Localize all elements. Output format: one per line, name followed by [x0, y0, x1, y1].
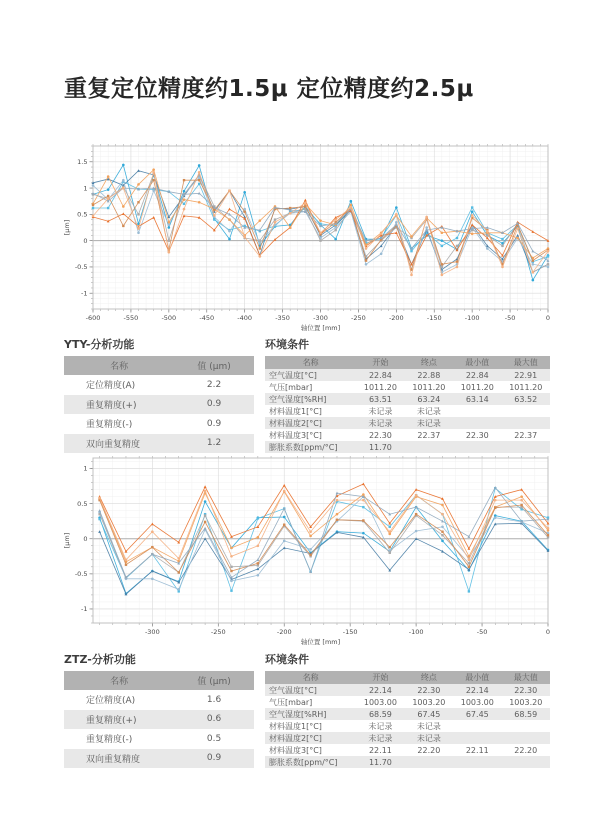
row-label-cell: 材料温度1[°C]: [265, 405, 356, 417]
env-section-title: 环境条件: [265, 653, 309, 666]
yty-analysis-block: [64, 336, 254, 453]
row-label-cell: 材料温度2[°C]: [265, 732, 356, 744]
svg-text:-300: -300: [313, 314, 328, 322]
value-cell: 22.20: [405, 744, 453, 756]
value-cell: 未记录: [405, 405, 453, 417]
value-cell: 1003.20: [502, 696, 550, 708]
column-header: 最大值: [502, 356, 550, 369]
row-label-cell: 气压[mbar]: [265, 696, 356, 708]
column-header: 值 (μm): [174, 356, 254, 375]
column-header: 值 (μm): [174, 671, 254, 690]
value-cell: 68.59: [356, 708, 404, 720]
row-label-cell: 膨胀系数[ppm/°C]: [265, 441, 356, 453]
value-cell: 63.51: [356, 393, 404, 405]
svg-text:-550: -550: [123, 314, 139, 322]
column-header: 最小值: [453, 356, 501, 369]
svg-text:-150: -150: [426, 314, 442, 322]
table-row: [265, 696, 550, 708]
svg-text:0.5: 0.5: [77, 210, 88, 219]
row-label-cell: 重复精度(-): [64, 414, 174, 434]
value-cell: 22.14: [356, 684, 404, 696]
table-row: [265, 393, 550, 405]
svg-text:-300: -300: [144, 628, 160, 636]
value-cell: 63.52: [502, 393, 550, 405]
analysis-section-title: YTY-分析功能: [64, 338, 135, 351]
column-header: 终点: [405, 356, 453, 369]
table-row: [64, 690, 254, 710]
value-cell: 1.6: [174, 690, 254, 710]
page-title: 重复定位精度约1.5μ 定位精度约2.5μ: [64, 76, 474, 102]
column-header: 名称: [64, 356, 174, 375]
value-cell: 1003.00: [356, 696, 404, 708]
svg-text:0.5: 0.5: [77, 499, 88, 508]
row-label-cell: 定位精度(A): [64, 375, 174, 395]
table-row: [265, 405, 550, 417]
row-label-cell: 空气温度[°C]: [265, 369, 356, 381]
svg-text:-200: -200: [276, 628, 292, 636]
row-label-cell: 重复精度(+): [64, 710, 174, 730]
yty-env-table: [265, 356, 550, 453]
table-row: [64, 395, 254, 415]
svg-text:-100: -100: [408, 628, 424, 636]
header-row: [64, 356, 254, 375]
value-cell: [453, 405, 501, 417]
value-cell: 1.2: [174, 434, 254, 454]
svg-text:0: 0: [83, 534, 88, 543]
yty-env-block: [265, 336, 550, 453]
row-label-cell: 气压[mbar]: [265, 381, 356, 393]
column-header: 名称: [64, 671, 174, 690]
column-header: 名称: [265, 671, 356, 684]
row-label-cell: 定位精度(A): [64, 690, 174, 710]
value-cell: 未记录: [405, 720, 453, 732]
value-cell: 22.11: [453, 744, 501, 756]
svg-text:-0.5: -0.5: [74, 263, 88, 272]
value-cell: 22.37: [405, 429, 453, 441]
value-cell: [502, 732, 550, 744]
yty-chart-panel: [60, 140, 557, 336]
value-cell: 22.84: [356, 369, 404, 381]
value-cell: 未记录: [356, 405, 404, 417]
value-cell: 22.30: [356, 429, 404, 441]
table-row: [265, 732, 550, 744]
row-label-cell: 材料温度3[°C]: [265, 429, 356, 441]
svg-text:0: 0: [545, 314, 551, 322]
row-label-cell: 空气温度[°C]: [265, 684, 356, 696]
value-cell: [453, 732, 501, 744]
value-cell: 未记录: [405, 732, 453, 744]
yty-position-error-chart: [60, 140, 557, 336]
svg-text:-250: -250: [210, 628, 226, 636]
value-cell: 1011.20: [405, 381, 453, 393]
row-label-cell: 空气湿度[%RH]: [265, 393, 356, 405]
row-label-cell: 材料温度2[°C]: [265, 417, 356, 429]
svg-text:1.5: 1.5: [77, 157, 88, 166]
value-cell: 22.84: [453, 369, 501, 381]
header-row: [265, 671, 550, 684]
header-row: [64, 671, 254, 690]
table-row: [64, 729, 254, 749]
svg-text:-500: -500: [161, 314, 177, 322]
value-cell: 67.45: [405, 708, 453, 720]
value-cell: 未记录: [356, 720, 404, 732]
value-cell: [453, 720, 501, 732]
column-header: 开始: [356, 671, 404, 684]
svg-text:-50: -50: [504, 314, 516, 322]
value-cell: 63.24: [405, 393, 453, 405]
value-cell: 22.20: [502, 744, 550, 756]
value-cell: [405, 756, 453, 768]
svg-text:-50: -50: [476, 628, 488, 636]
ztz-analysis-block: [64, 651, 254, 768]
value-cell: 22.37: [502, 429, 550, 441]
svg-text:轴位置 [mm]: 轴位置 [mm]: [300, 638, 341, 646]
table-row: [265, 708, 550, 720]
value-cell: 11.70: [356, 441, 404, 453]
value-cell: 22.30: [502, 684, 550, 696]
row-label-cell: 空气湿度[%RH]: [265, 708, 356, 720]
value-cell: 0.9: [174, 395, 254, 415]
table-row: [64, 375, 254, 395]
svg-text:-1: -1: [81, 289, 88, 298]
svg-text:-150: -150: [342, 628, 358, 636]
svg-text:-450: -450: [199, 314, 215, 322]
value-cell: 未记录: [356, 732, 404, 744]
value-cell: 1011.20: [356, 381, 404, 393]
table-row: [64, 749, 254, 769]
row-label-cell: 重复精度(+): [64, 395, 174, 415]
table-row: [265, 429, 550, 441]
yty-analysis-table: [64, 356, 254, 453]
value-cell: 22.14: [453, 684, 501, 696]
row-label-cell: 重复精度(-): [64, 729, 174, 749]
table-row: [265, 720, 550, 732]
value-cell: 22.30: [405, 684, 453, 696]
column-header: 最小值: [453, 671, 501, 684]
table-row: [265, 381, 550, 393]
value-cell: 63.14: [453, 393, 501, 405]
value-cell: 1003.20: [405, 696, 453, 708]
header-row: [265, 356, 550, 369]
svg-text:-200: -200: [388, 314, 404, 322]
row-label-cell: 材料温度1[°C]: [265, 720, 356, 732]
table-row: [265, 744, 550, 756]
value-cell: 未记录: [356, 417, 404, 429]
value-cell: 22.91: [502, 369, 550, 381]
value-cell: 0.9: [174, 749, 254, 769]
value-cell: 22.30: [453, 429, 501, 441]
svg-text:1: 1: [83, 464, 88, 473]
ztz-env-table: [265, 671, 550, 768]
ztz-chart-panel: [60, 452, 557, 650]
svg-text:1: 1: [83, 184, 88, 193]
svg-text:-250: -250: [351, 314, 366, 322]
svg-text:[μm]: [μm]: [63, 532, 71, 549]
value-cell: 0.6: [174, 710, 254, 730]
ztz-position-error-chart: [60, 452, 557, 650]
ztz-env-block: [265, 651, 550, 768]
value-cell: 11.70: [356, 756, 404, 768]
column-header: 终点: [405, 671, 453, 684]
value-cell: 22.11: [356, 744, 404, 756]
value-cell: 67.45: [453, 708, 501, 720]
svg-text:-0.5: -0.5: [74, 570, 88, 579]
svg-text:-1: -1: [81, 605, 88, 614]
table-row: [265, 684, 550, 696]
ztz-analysis-table: [64, 671, 254, 768]
value-cell: 1011.20: [453, 381, 501, 393]
value-cell: 68.59: [502, 708, 550, 720]
value-cell: [453, 417, 501, 429]
value-cell: 0.9: [174, 414, 254, 434]
row-label-cell: 双向重复精度: [64, 434, 174, 454]
env-section-title: 环境条件: [265, 338, 309, 351]
row-label-cell: 膨胀系数[ppm/°C]: [265, 756, 356, 768]
svg-text:0: 0: [83, 236, 88, 245]
column-header: 名称: [265, 356, 356, 369]
value-cell: 未记录: [405, 417, 453, 429]
table-row: [265, 756, 550, 768]
value-cell: [502, 417, 550, 429]
table-row: [64, 434, 254, 454]
value-cell: [502, 720, 550, 732]
svg-text:轴位置 [mm]: 轴位置 [mm]: [300, 324, 341, 332]
value-cell: 1003.00: [453, 696, 501, 708]
value-cell: [502, 756, 550, 768]
svg-text:-350: -350: [275, 314, 290, 322]
value-cell: [453, 756, 501, 768]
table-row: [64, 414, 254, 434]
table-row: [265, 369, 550, 381]
column-header: 最大值: [502, 671, 550, 684]
value-cell: 0.5: [174, 729, 254, 749]
analysis-section-title: ZTZ-分析功能: [64, 653, 136, 666]
svg-text:-400: -400: [237, 314, 253, 322]
svg-text:[μm]: [μm]: [63, 219, 71, 236]
value-cell: 2.2: [174, 375, 254, 395]
table-row: [64, 710, 254, 730]
svg-text:-600: -600: [85, 314, 101, 322]
value-cell: [502, 405, 550, 417]
table-row: [265, 417, 550, 429]
row-label-cell: 双向重复精度: [64, 749, 174, 769]
svg-text:0: 0: [545, 628, 551, 636]
value-cell: 22.88: [405, 369, 453, 381]
value-cell: 1011.20: [502, 381, 550, 393]
row-label-cell: 材料温度3[°C]: [265, 744, 356, 756]
column-header: 开始: [356, 356, 404, 369]
svg-text:-100: -100: [464, 314, 480, 322]
